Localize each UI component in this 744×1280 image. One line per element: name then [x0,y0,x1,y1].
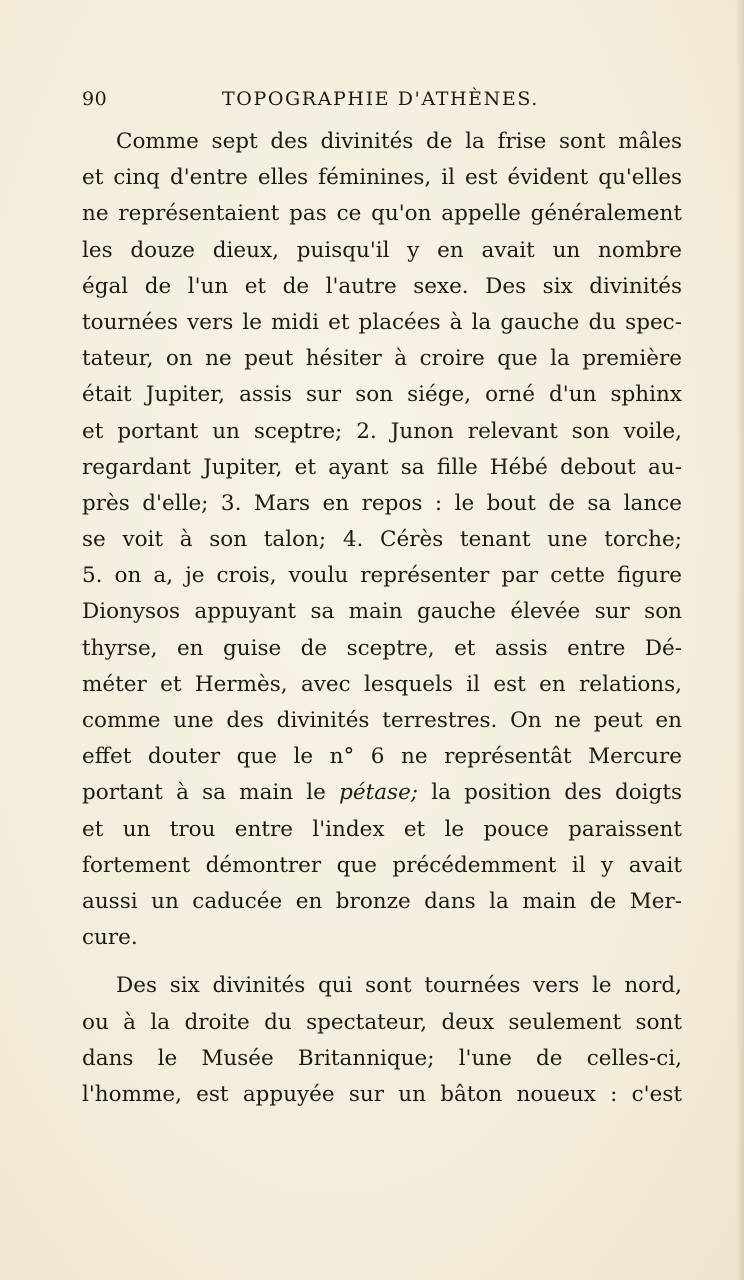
text-line: ne représentaient pas ce qu'on appelle généralement [82,201,682,227]
text-line: dans le Musée Britannique; l'une de celles-ci, [82,1045,682,1071]
body-text [82,124,682,1113]
text-line: Des six divinités qui sont tournées vers le nord, [116,973,682,999]
running-title: TOPOGRAPHIE D'ATHÈNES. [222,88,539,110]
text-line: et portant un sceptre; 2. Junon relevant son voile, [82,418,682,444]
text-line: ou à la droite du spectateur, deux seulement sont [82,1009,682,1035]
text-line: se voit à son talon; 4. Cérès tenant une torche; [82,527,682,553]
text-line: près d'elle; 3. Mars en repos : le bout de sa lance [82,490,682,516]
italic-term: pétase; [339,780,419,806]
page-edge-shadow [736,0,744,1280]
text-line: comme une des divinités terrestres. On ne peut en [82,708,682,733]
text-line: égal de l'un et de l'autre sexe. Des six divinités [82,273,682,299]
text-line: tournées vers le midi et placées à la gauche du spec- [82,309,682,335]
text-line: méter et Hermès, avec lesquels il est en relations, [82,671,682,697]
text-line: fortement démontrer que précédemment il y avait [82,852,682,878]
text-line: aussi un caducée en bronze dans la main de Mer- [82,888,682,914]
text-line: effet douter que le n° 6 ne représentât Mercure [82,744,682,770]
paragraph-gap [82,956,682,968]
text-line: regardant Jupiter, et ayant sa fille Hébé debout au- [82,454,682,480]
text-line: 5. on a, je crois, voulu représenter par cette figure [82,563,682,589]
text-line: les douze dieux, puisqu'il y en avait un nombre [82,237,682,263]
text-line: cure. [82,925,138,951]
text-line-with-italic [82,775,682,811]
text-line: Comme sept des divinités de la frise sont mâles [116,129,682,154]
paragraph-1 [82,124,682,956]
text-run: la position des doigts [418,780,682,806]
page-number: 90 [82,88,108,110]
text-line: était Jupiter, assis sur son siége, orné d'un sphinx [82,382,682,408]
text-line: tateur, on ne peut hésiter à croire que la première [82,346,682,372]
text-line: Dionysos appuyant sa main gauche élevée sur son [82,599,682,625]
text-line: thyrse, en guise de sceptre, et assis entre Dé- [82,635,682,661]
page-header [82,88,682,118]
text-line: et cinq d'entre elles féminines, il est évident qu'elles [82,165,682,191]
text-line: et un trou entre l'index et le pouce paraissent [82,816,682,842]
paragraph-2 [82,968,682,1113]
text-line: l'homme, est appuyée sur un bâton noueux : c'est [82,1081,682,1107]
text-run: portant à sa main le [82,780,340,806]
